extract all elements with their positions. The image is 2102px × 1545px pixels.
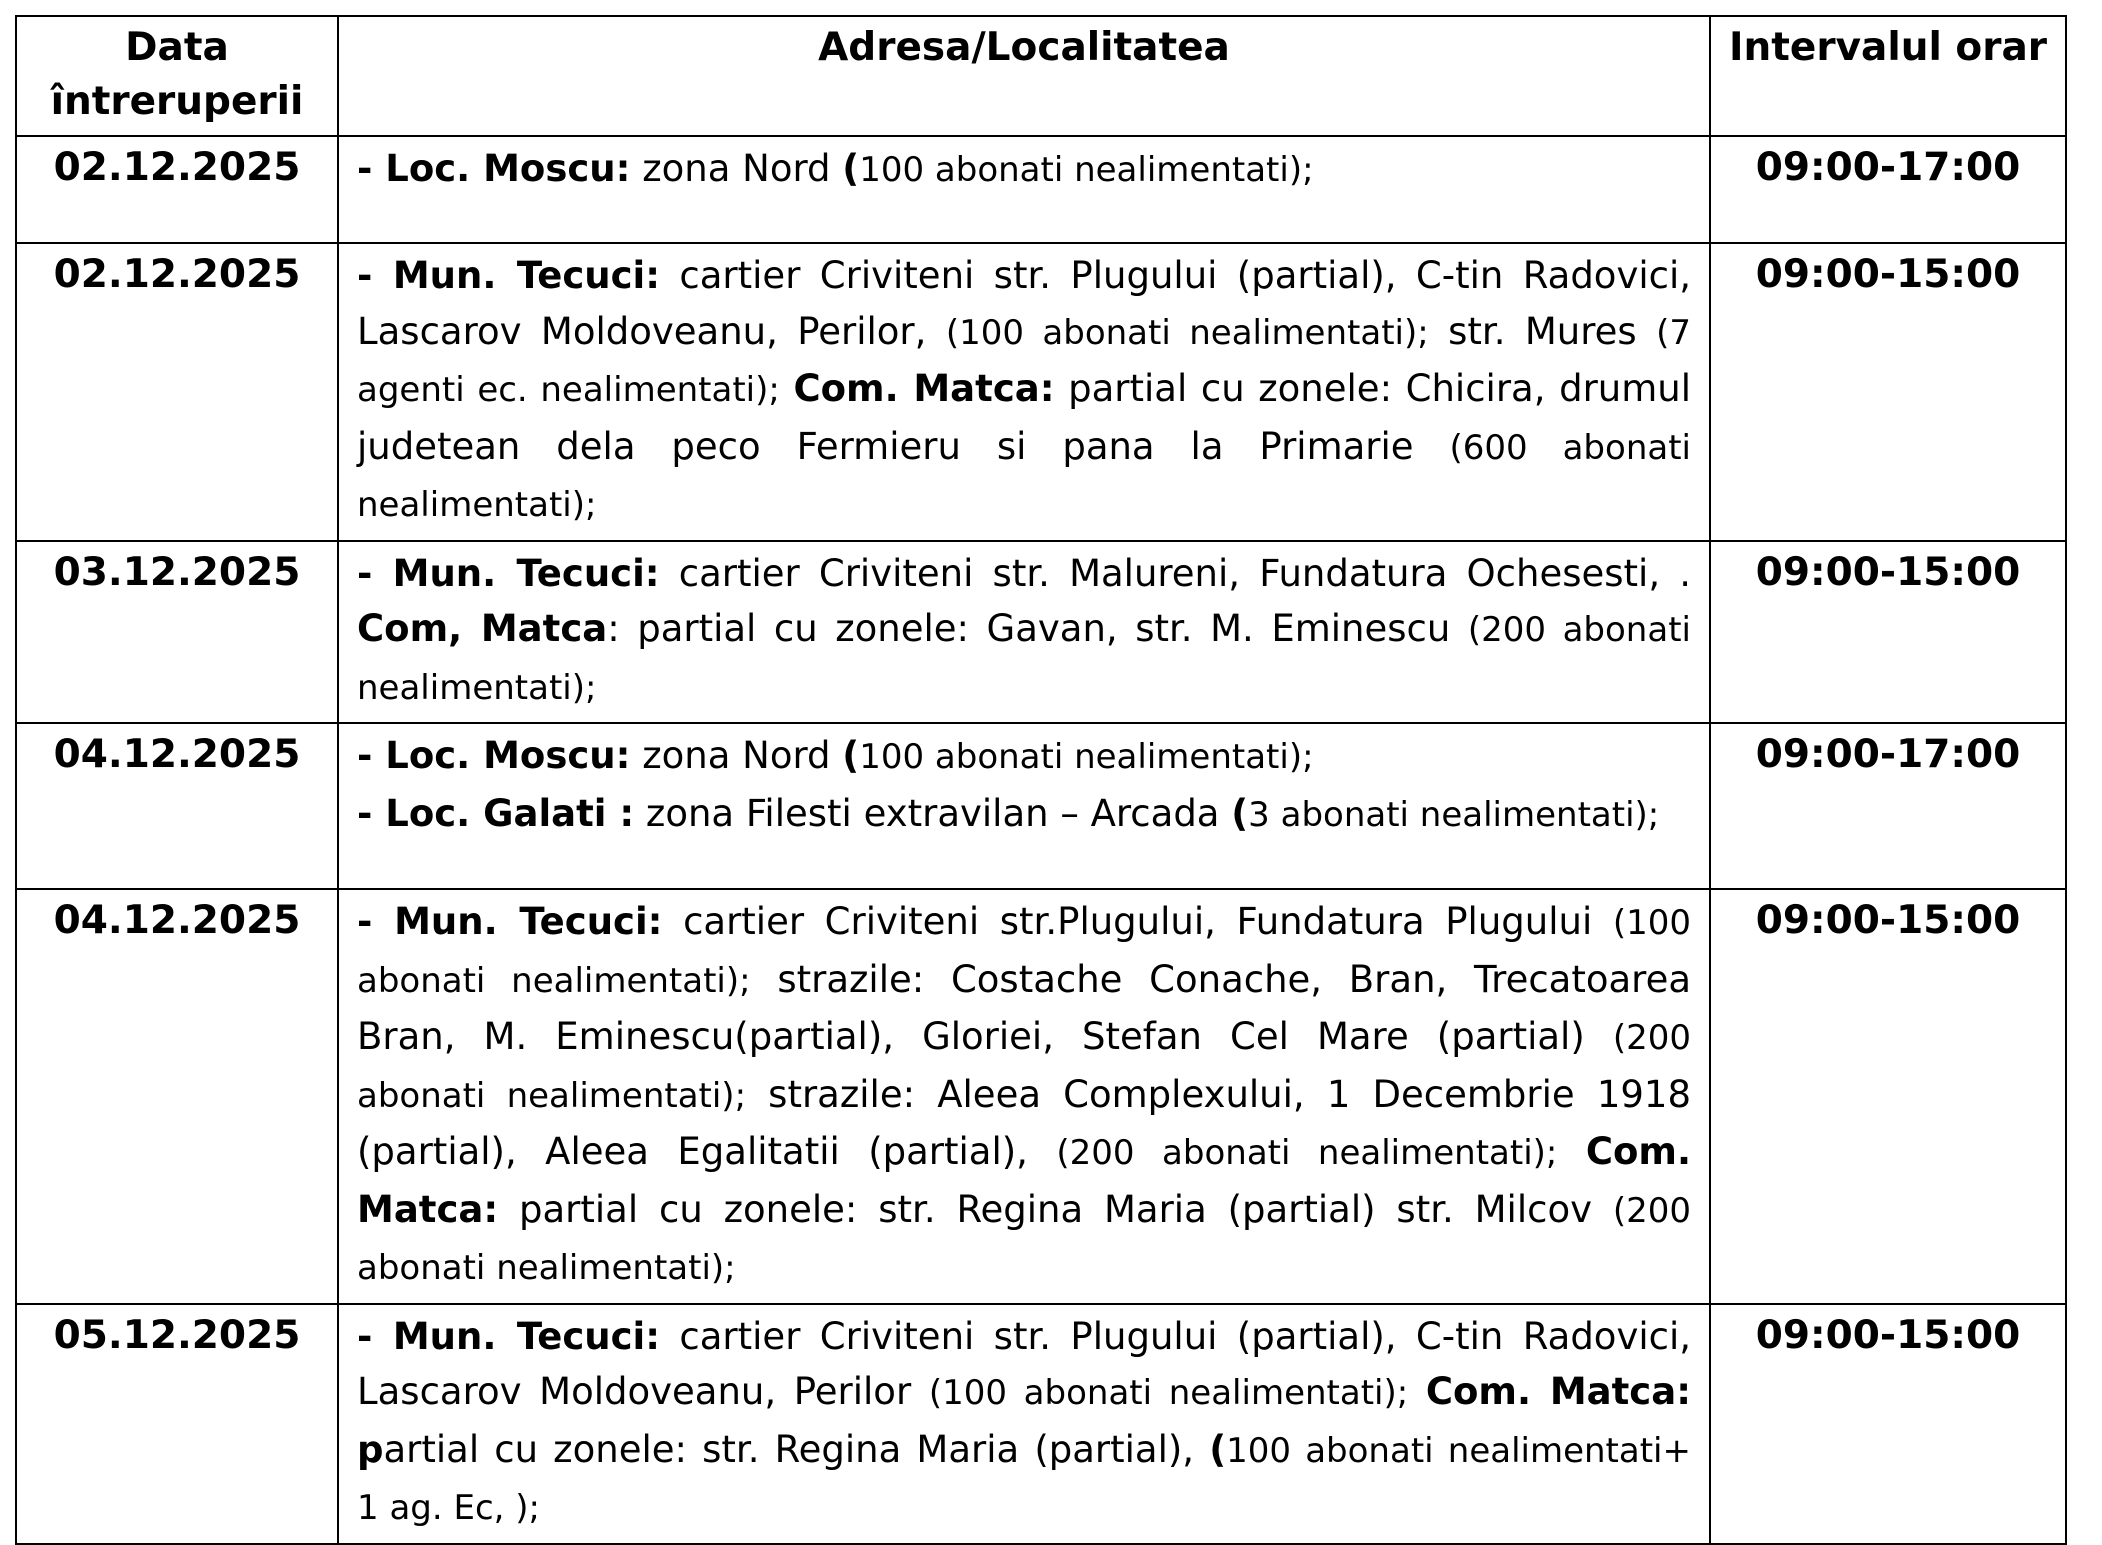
table-row	[16, 541, 2066, 724]
row-address	[338, 243, 1710, 541]
address-text: (200 abonati nealimentati);	[357, 610, 1691, 708]
address-text: str. Mures	[1428, 309, 1657, 353]
address-text: 100 abonati nealimentati);	[859, 737, 1314, 777]
interruption-schedule-table	[15, 15, 2067, 1545]
address-text: 3 abonati nealimentati);	[1248, 794, 1660, 835]
table-row	[16, 1304, 2066, 1544]
row-interval: 09:00-15:00	[1710, 1304, 2066, 1544]
row-date: 03.12.2025	[16, 541, 338, 724]
row-date: 04.12.2025	[16, 889, 338, 1304]
address-text: strazile: Aleea Complexului, 1 Decembrie 1918 (partial), Aleea Egalitatii (partial),	[357, 1072, 1691, 1173]
row-address	[338, 889, 1710, 1304]
row-interval: 09:00-15:00	[1710, 541, 2066, 724]
row-interval: 09:00-17:00	[1710, 136, 2066, 243]
address-text	[1408, 1370, 1426, 1413]
address-locality-label: - Loc. Moscu:	[357, 147, 631, 190]
row-address	[338, 136, 1710, 243]
address-text: partial cu zonele: str. Regina Maria (partial) str. Milcov	[498, 1187, 1613, 1231]
address-text: (200 abonati nealimentati);	[357, 1018, 1691, 1116]
address-locality-label: - Loc. Galati :	[357, 791, 635, 835]
table-row	[16, 136, 2066, 243]
row-date: 02.12.2025	[16, 136, 338, 243]
address-locality-label: Com. Matca: p	[357, 1370, 1691, 1471]
address-text: (200 abonati nealimentati);	[357, 1190, 1691, 1288]
address-text: partial cu zonele: Chicira, drumul judetean dela peco Fermieru si pana la Primarie	[357, 367, 1691, 468]
table-row	[16, 243, 2066, 541]
address-text: (600 abonati nealimentati);	[357, 427, 1691, 525]
address-text: cartier Criviteni str. Plugului (partial), C-tin Radovici, Lascarov Moldoveanu, Perilor	[357, 1314, 1691, 1413]
address-text: strazile: Costache Conache, Bran, Trecatoarea Bran, M. Eminescu(partial), Gloriei, Stefan Cel Mare (partial)	[357, 957, 1692, 1058]
row-interval: 09:00-17:00	[1710, 723, 2066, 889]
address-text: artial cu zonele: str. Regina Maria (partial),	[383, 1427, 1210, 1471]
address-text: 100 abonati nealimentati+ 1 ag. Ec, );	[357, 1430, 1691, 1528]
address-text: (100 abonati nealimentati);	[357, 903, 1692, 1001]
address-text: cartier Criviteni str. Malureni, Fundatura Ochesesti, .	[659, 551, 1691, 595]
address-locality-label: - Mun. Tecuci:	[357, 1314, 661, 1358]
row-address	[338, 541, 1710, 724]
header-address: Adresa/Localitatea	[338, 16, 1710, 136]
address-text: cartier Criviteni str. Plugului (partial), C-tin Radovici, Lascarov Moldoveanu, Perilor,	[357, 254, 1691, 353]
address-locality-label: Com, Matca	[357, 607, 608, 650]
address-text: (100 abonati nealimentati);	[928, 1373, 1409, 1413]
address-locality-label: - Mun. Tecuci:	[357, 254, 661, 297]
address-locality-label: Com. Matca:	[357, 1130, 1692, 1231]
address-locality-label: (	[842, 734, 860, 777]
address-locality-label: - Loc. Moscu:	[357, 734, 631, 777]
table-row	[16, 723, 2066, 889]
row-date: 02.12.2025	[16, 243, 338, 541]
address-locality-label: - Mun. Tecuci:	[357, 551, 660, 595]
address-text: cartier Criviteni str.Plugului, Fundatura Plugului	[662, 900, 1613, 943]
address-text: zona Nord	[630, 734, 843, 777]
table-row	[16, 889, 2066, 1304]
address-text: 100 abonati nealimentati);	[859, 150, 1314, 190]
row-interval: 09:00-15:00	[1710, 889, 2066, 1304]
address-text	[780, 367, 794, 410]
address-locality-label: (	[1209, 1427, 1227, 1471]
address-text: zona Filesti extravilan – Arcada	[634, 791, 1232, 835]
row-address	[338, 723, 1710, 889]
row-date: 04.12.2025	[16, 723, 338, 889]
address-locality-label: (	[842, 147, 860, 190]
address-locality-label: Com. Matca:	[793, 367, 1055, 410]
address-text: (200 abonati nealimentati);	[1056, 1133, 1558, 1173]
header-row	[16, 16, 2066, 136]
header-date: Data întreruperii	[16, 16, 338, 136]
address-text: (7 agenti ec. nealimentati);	[357, 312, 1691, 410]
row-address	[338, 1304, 1710, 1544]
row-date: 05.12.2025	[16, 1304, 338, 1544]
row-interval: 09:00-15:00	[1710, 243, 2066, 541]
address-text	[1557, 1130, 1585, 1173]
address-locality-label: - Mun. Tecuci:	[357, 900, 663, 943]
address-text: (100 abonati nealimentati);	[945, 312, 1429, 353]
address-locality-label: (	[1231, 791, 1249, 835]
header-interval: Intervalul orar	[1710, 16, 2066, 136]
address-text: zona Nord	[630, 147, 843, 190]
address-text: : partial cu zonele: Gavan, str. M. Eminescu	[607, 607, 1468, 650]
